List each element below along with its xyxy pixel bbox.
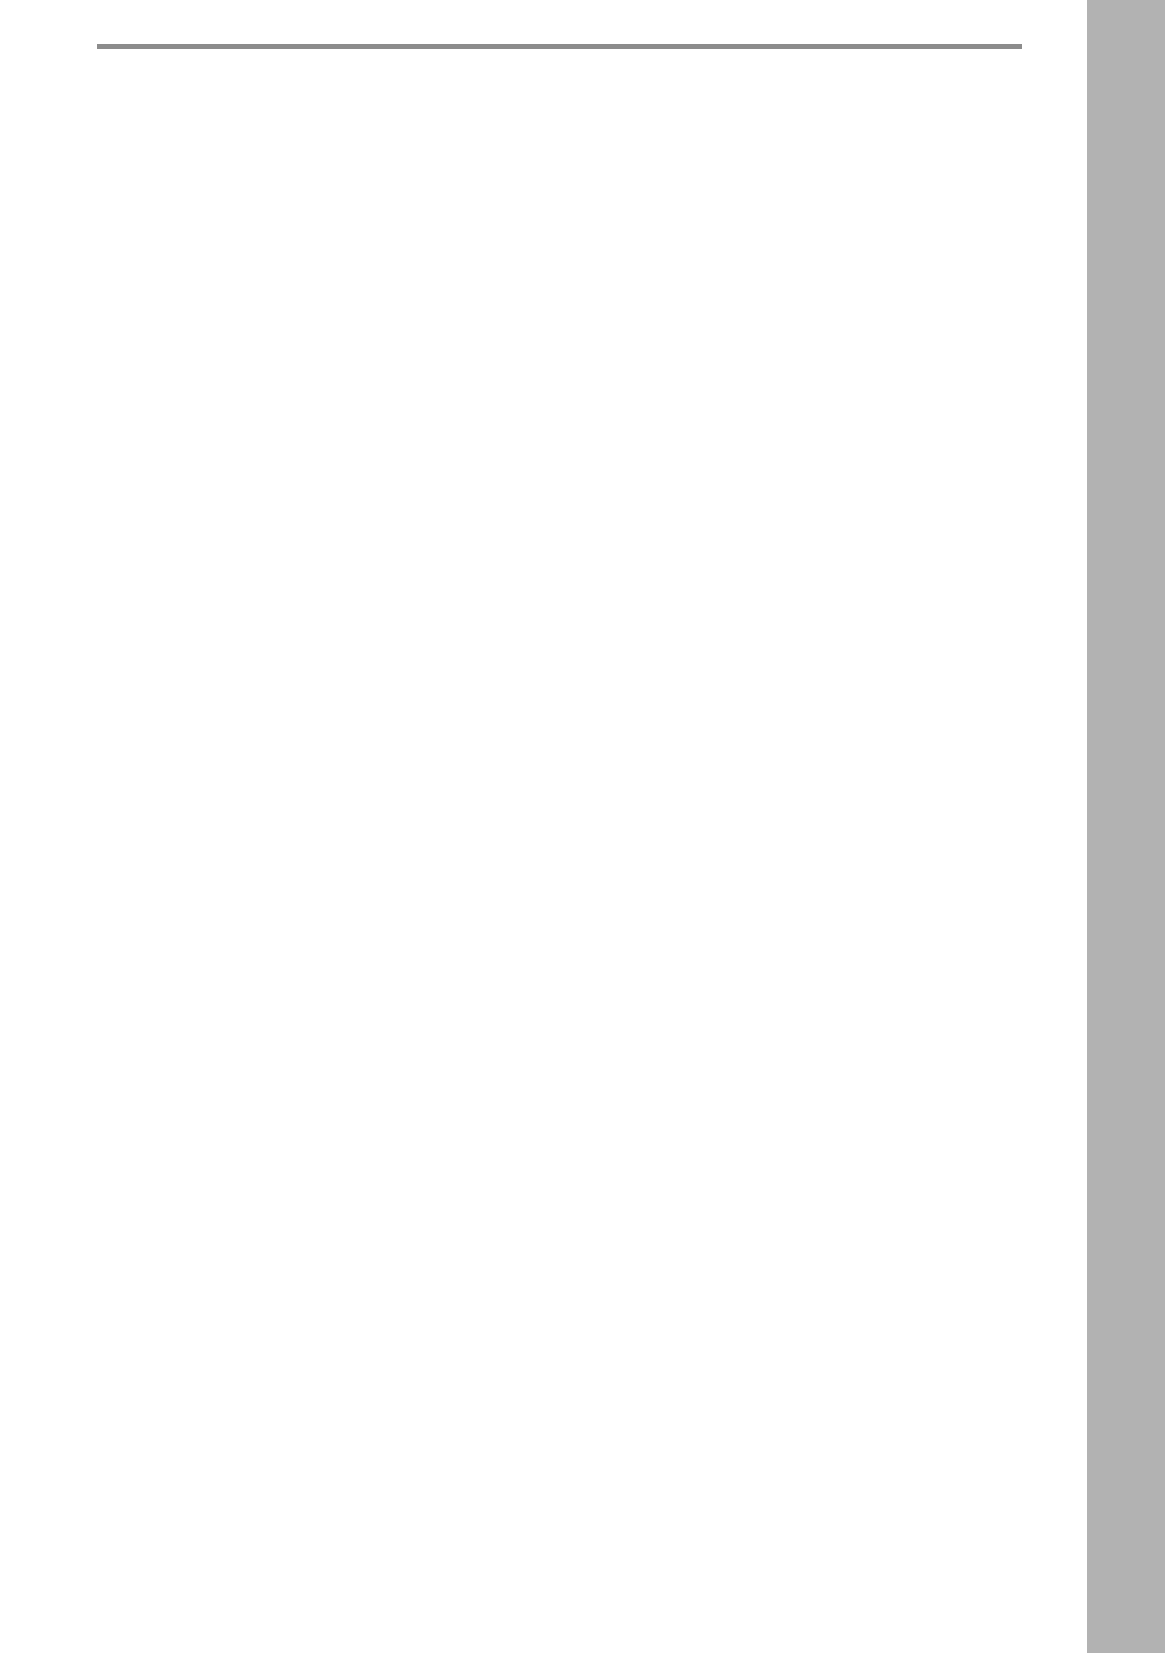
chapter-tab-strip	[1087, 0, 1165, 1653]
page-header	[0, 0, 1022, 50]
header-divider	[97, 44, 1022, 49]
